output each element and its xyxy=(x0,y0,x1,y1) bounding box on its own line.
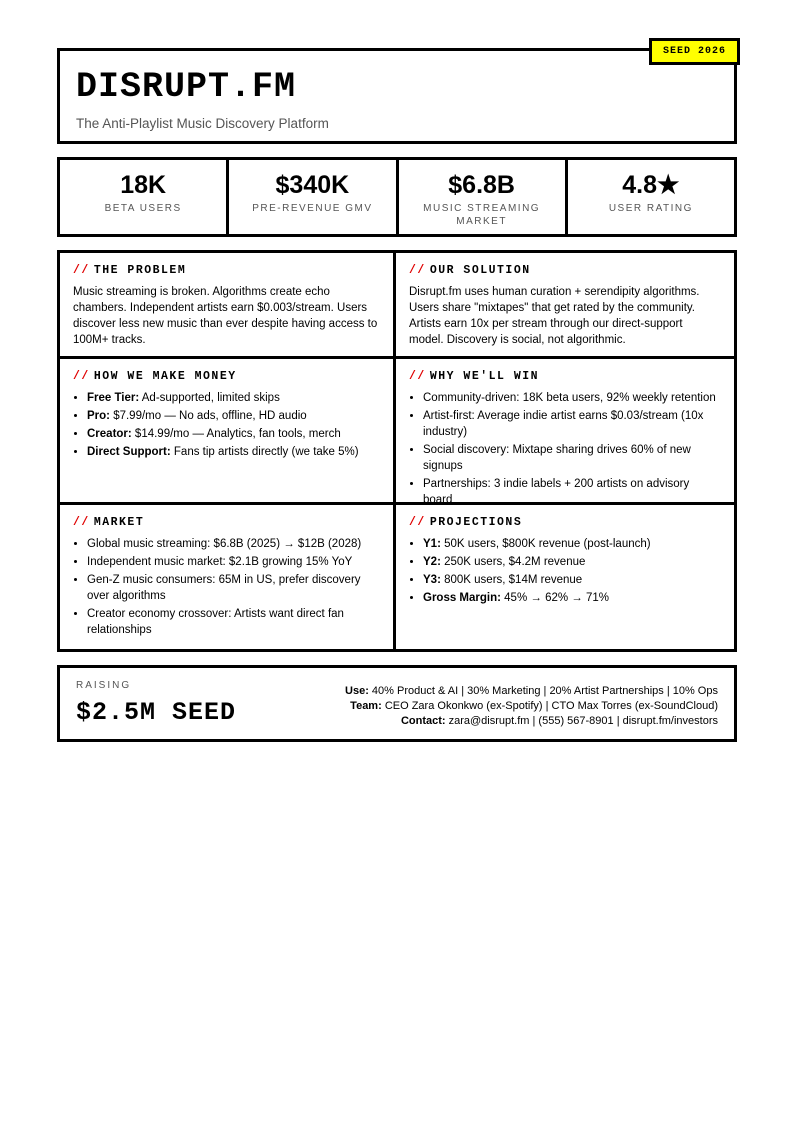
list-item: • Pro: $7.99/mo — No ads, offline, HD audio xyxy=(87,408,379,424)
section-problem xyxy=(60,253,396,359)
tagline: The Anti-Playlist Music Discovery Platform xyxy=(76,116,329,131)
section-win xyxy=(396,359,734,505)
list-item: • Y1: 50K users, $800K revenue (post-launch) xyxy=(423,536,720,552)
stat-label: MUSIC STREAMING MARKET xyxy=(423,202,541,227)
one-pager xyxy=(57,48,737,742)
stat-label: PRE-REVENUE GMV xyxy=(252,202,373,214)
stat-value: 4.8★ xyxy=(622,171,680,199)
section-title: // WHY WE'LL WIN xyxy=(409,370,540,383)
stats-bar xyxy=(57,157,737,237)
win-list xyxy=(409,390,720,508)
list-item: • Y2: 250K users, $4.2M revenue xyxy=(423,554,720,570)
stat-label: USER RATING xyxy=(608,202,693,214)
section-title: // HOW WE MAKE MONEY xyxy=(73,370,237,383)
section-title: // OUR SOLUTION xyxy=(409,264,531,277)
money-list xyxy=(73,390,379,460)
stat-value: 18K xyxy=(120,171,167,199)
section-title: // PROJECTIONS xyxy=(409,516,523,529)
stat-value: $340K xyxy=(275,171,350,199)
stat-beta-users xyxy=(60,160,229,234)
company-name: DISRUPT.FM xyxy=(76,67,297,107)
list-item: • Partnerships: 3 indie labels + 200 artists on advisory board xyxy=(423,476,720,508)
team-line: Team: CEO Zara Okonkwo (ex-Spotify) | CTO Max Torres (ex-SoundCloud) xyxy=(350,700,718,712)
stat-value: $6.8B xyxy=(448,171,515,199)
list-item: • Independent music market: $2.1B growing 15% YoY xyxy=(87,554,379,570)
list-item: • Artist-first: Average indie artist earns $0.03/stream (10x industry) xyxy=(423,408,720,440)
use-of-funds: Use: 40% Product & AI | 30% Marketing | 20% Artist Partnerships | 10% Ops xyxy=(345,685,718,697)
content-grid xyxy=(57,250,737,652)
list-item: • Direct Support: Fans tip artists directly (we take 5%) xyxy=(87,444,379,460)
stat-market xyxy=(399,160,568,234)
seed-badge: SEED 2026 xyxy=(649,38,740,65)
list-item: • Creator: $14.99/mo — Analytics, fan tools, merch xyxy=(87,426,379,442)
projections-list xyxy=(409,536,720,606)
problem-text: Music streaming is broken. Algorithms create echo chambers. Independent artists earn $0.003/stream. Users discover less new music than ever despite having access to 100M+ tracks. xyxy=(73,286,378,346)
stat-label: BETA USERS xyxy=(104,202,182,214)
list-item: • Gross Margin: 45% → 62% → 71% xyxy=(423,590,720,606)
section-title: // THE PROBLEM xyxy=(73,264,187,277)
footer-details xyxy=(345,684,718,729)
section-title: // MARKET xyxy=(73,516,145,529)
solution-text: Disrupt.fm uses human curation + serendipity algorithms. Users share "mixtapes" that get rated by the community. Artists earn 10x per stream through our direct-support model. Discovery is social, not algorithmic. xyxy=(409,286,700,346)
stat-gmv xyxy=(229,160,398,234)
contact-line: Contact: zara@disrupt.fm | (555) 567-8901 | disrupt.fm/investors xyxy=(400,715,718,727)
raising-label: RAISING xyxy=(76,680,132,691)
market-list xyxy=(73,536,379,638)
section-solution xyxy=(396,253,734,359)
header-box xyxy=(57,48,737,144)
stat-rating xyxy=(568,160,734,234)
list-item: • Creator economy crossover: Artists want direct fan relationships xyxy=(87,606,379,638)
list-item: • Global music streaming: $6.8B (2025) → $12B (2028) xyxy=(87,536,379,552)
section-money xyxy=(60,359,396,505)
section-projections xyxy=(396,505,734,649)
list-item: • Social discovery: Mixtape sharing drives 60% of new signups xyxy=(423,442,720,474)
list-item: • Y3: 800K users, $14M revenue xyxy=(423,572,720,588)
raise-footer xyxy=(57,665,737,742)
list-item: • Community-driven: 18K beta users, 92% weekly retention xyxy=(423,390,720,406)
list-item: • Gen-Z music consumers: 65M in US, prefer discovery over algorithms xyxy=(87,572,379,604)
section-market xyxy=(60,505,396,649)
list-item: • Free Tier: Ad-supported, limited skips xyxy=(87,390,379,406)
raising-amount: $2.5M SEED xyxy=(76,698,237,727)
